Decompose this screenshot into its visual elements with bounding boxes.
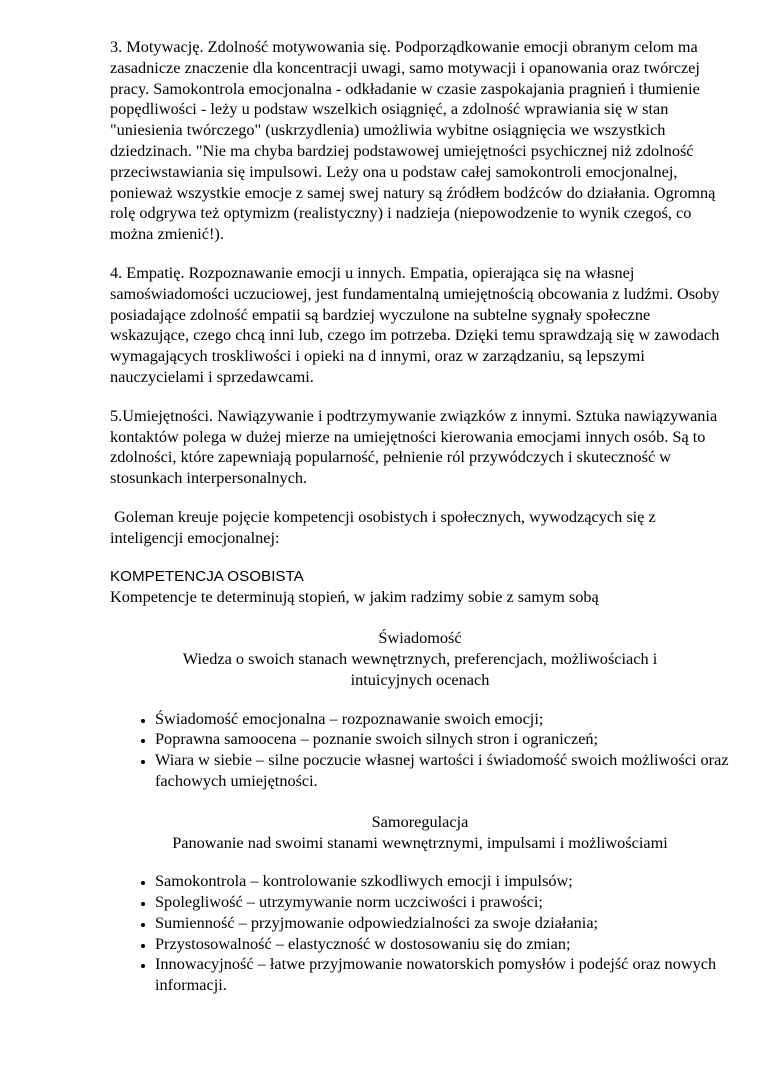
list-item: • Przystosowalność – elastyczność w dostosowaniu się do zmian; [155,934,730,955]
awareness-description: Wiedza o swoich stanach wewnętrznych, preferencjach, możliwościach i intuicyjnych ocenach [182,648,658,689]
awareness-title: Świadomość [378,628,462,648]
list-item: • Innowacyjność – łatwe przyjmowanie nowatorskich pomysłów i podejść oraz nowych informacji. [155,954,730,996]
list-item: • Samokontrola – kontrolowanie szkodliwych emocji i impulsów; [155,871,730,892]
selfregulation-description: Panowanie nad swoimi stanami wewnętrznymi, impulsami i możliwościami [172,832,668,852]
selfregulation-title: Samoregulacja [371,811,469,831]
selfregulation-list [110,871,730,996]
paragraph-empathy: 4. Empatię. Rozpoznawanie emocji u innych. Empatia, opierająca się na własnej samoświadomości uczuciowej, jest fundamentalną umiejętnością obcowania z ludźmi. Osoby posiadające zdolność empatii są bardziej wyczulone na subtelne sygnały społeczne wskazujące, czego chcą inni lub, czego im potrzeba. Dzięki temu sprawdzają się w zawodach wymagających troskliwości i opieki na d innymi, oraz w zarządzaniu, są lepszymi nauczycielami i sprzedawcami. [110,262,720,386]
paragraph-motivation: 3. Motywację. Zdolność motywowania się. Podporządkowanie emocji obranym celom ma zasadnicze znaczenie dla koncentracji uwagi, samo motywacji i opanowania oraz twórczej pracy. Samokontrola emocjonalna - odkładanie w czasie zaspokajania pragnień i tłumienie popędliwości - leży u podstaw wszelkich osiągnięć, a zdolność wprawiania się w stan "uniesienia twórczego" (uskrzydlenia) umożliwia wybitne osiągnięcia we wszystkich dziedzinach. "Nie ma chyba bardziej podstawowej umiejętności psychicznej niż zdolność przeciwstawiania się impulsowi. Leży ona u podstaw całej samokontroli emocjonalnej, ponieważ wszystkie emocje z samej swej natury są źródłem bodźców do działania. Ogromną rolę odgrywa też optymizm (realistyczny) i nadzieja (niepowodzenie to wynik czegoś, co można zmienić!). [110,37,716,244]
list-item: • Poprawna samoocena – poznanie swoich silnych stron i ograniczeń; [155,729,730,750]
selfregulation-heading [110,812,730,854]
list-item: • Wiara w siebie – silne poczucie własnej wartości i świadomość swoich możliwości oraz fachowych umiejętności. [155,750,730,792]
section-personal-competence [110,567,730,609]
document-page [110,37,730,1016]
list-item: • Spolegliwość – utrzymywanie norm uczciwości i prawości; [155,892,730,913]
section-title: KOMPETENCJA OSOBISTA [110,567,304,585]
section-subtitle: Kompetencje te determinują stopień, w jakim radzimy sobie z samym sobą [110,587,599,607]
awareness-heading [110,628,730,690]
paragraph-skills: 5.Umiejętności. Nawiązywanie i podtrzymywanie związków z innymi. Sztuka nawiązywania kontaktów polega w dużej mierze na umiejętności kierowania emocjami innych osób. Są to zdolności, które zapewniają popularność, pełnienie ról przywódczych i skuteczność w stosunkach interpersonalnych. [110,405,718,488]
list-item: • Sumienność – przyjmowanie odpowiedzialności za swoje działania; [155,913,730,934]
list-item: • Świadomość emocjonalna – rozpoznawanie swoich emocji; [155,709,730,730]
paragraph-goleman-intro: Goleman kreuje pojęcie kompetencji osobistych i społecznych, wywodzących się z inteligencji emocjonalnej: [110,506,660,547]
awareness-list [110,709,730,792]
